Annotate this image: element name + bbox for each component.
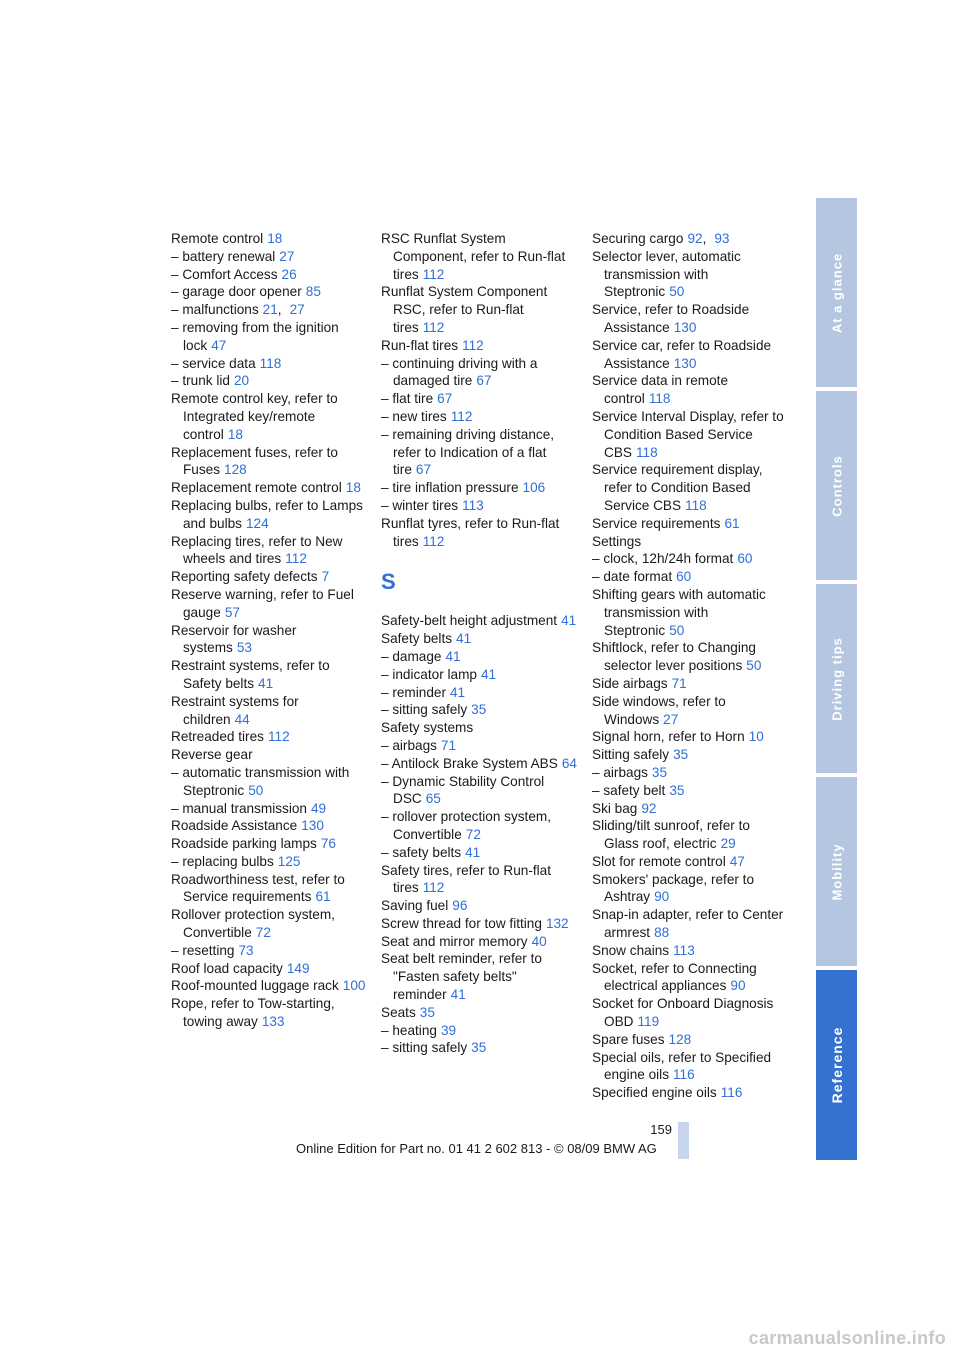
index-entry (592, 800, 788, 818)
index-entry (171, 977, 367, 995)
index-entry (381, 408, 577, 426)
index-entry-text: – manual transmission (171, 800, 307, 816)
index-entry-text: – Dynamic Stability Control DSC (381, 773, 545, 807)
page-reference-link[interactable]: 35 (471, 1040, 487, 1056)
index-entry (381, 1039, 577, 1057)
index-entry-text: – winter tires (381, 497, 459, 513)
index-entry-text: – airbags (592, 764, 648, 780)
index-entry (381, 701, 577, 719)
index-entry-text: Side windows, refer to Windows (592, 693, 726, 727)
index-entry (171, 871, 367, 907)
index-entry-text: Safety systems (381, 720, 474, 736)
index-entry-text: – clock, 12h/24h format (592, 551, 734, 567)
index-column-3 (592, 230, 788, 1102)
section-tab-mobility[interactable] (816, 777, 857, 966)
page-reference-link[interactable]: 71 (671, 675, 687, 691)
index-entry-text: Restraint systems, refer to Safety belts (171, 658, 330, 691)
index-entry-text: Replacement fuses, refer to Fuses (171, 444, 338, 478)
index-entry (592, 1031, 788, 1049)
page-reference-link[interactable]: 41 (561, 613, 577, 629)
page-reference-link[interactable]: 35 (419, 1004, 435, 1020)
index-entry (381, 497, 577, 515)
index-entry (381, 755, 577, 773)
page-number-bar (678, 1122, 689, 1159)
page-reference-link[interactable]: 35 (471, 702, 487, 718)
section-tab-label: Driving tips (829, 636, 844, 721)
page-reference-link[interactable]: 130 (301, 818, 324, 834)
page-reference-link[interactable]: 113 (462, 497, 484, 513)
index-entry-text: – trunk lid (171, 373, 230, 389)
page-reference-link[interactable]: 60 (676, 569, 692, 585)
index-entry (381, 950, 577, 1003)
index-entry (381, 773, 577, 809)
index-entry (592, 461, 788, 514)
index-entry-text: Remote control key, refer to Integrated key/remote control (171, 391, 338, 442)
index-entry (381, 648, 577, 666)
page-reference-link[interactable]: 130 (673, 319, 697, 335)
page-reference-link[interactable]: 27 (279, 248, 295, 264)
index-entry (381, 479, 577, 497)
index-entry (381, 426, 577, 479)
index-entry (592, 1049, 788, 1085)
page-reference-link[interactable]: 39 (440, 1022, 457, 1038)
index-entry-text: – damage (381, 648, 442, 664)
index-entry-text: Shiftlock, refer to Changing selector lever positions (592, 640, 756, 674)
index-entry (592, 568, 788, 586)
index-entry-text: – indicator lamp (381, 666, 477, 682)
index-entry-text: Socket for Onboard Diagnosis OBD (592, 996, 774, 1030)
index-entry-text: Safety-belt height adjustment (381, 613, 558, 629)
page-reference-link[interactable]: 7 (321, 569, 330, 585)
index-entry (171, 444, 367, 480)
section-tab-reference[interactable] (816, 970, 857, 1160)
page-reference-link[interactable]: 73 (238, 942, 254, 958)
index-entry-text: – date format (592, 569, 673, 585)
index-entry-text: Smokers' package, refer to Ashtray (592, 871, 755, 905)
index-entry-text: – safety belts (381, 844, 462, 860)
page-reference-link[interactable]: 112 (422, 533, 445, 549)
index-entry-text: Sliding/tilt sunroof, refer to Glass roof, electric (592, 818, 750, 852)
index-entry (381, 1022, 577, 1040)
index-entry (592, 533, 788, 551)
page-reference-link[interactable]: 65 (425, 791, 441, 807)
section-tab-controls[interactable] (816, 391, 857, 580)
page-reference-link[interactable]: 149 (286, 960, 310, 976)
index-entry (171, 568, 367, 586)
index-entry (381, 337, 577, 355)
page-reference-link[interactable]: 116 (673, 1067, 695, 1083)
index-entry (171, 693, 367, 729)
index-entry (592, 515, 788, 533)
index-entry (171, 266, 367, 284)
index-entry (592, 728, 788, 746)
index-entry (381, 515, 577, 551)
index-entry (381, 897, 577, 915)
index-entry-text: Run-flat tires (381, 337, 459, 353)
index-section-letter: S (381, 569, 396, 595)
index-entry (171, 230, 367, 248)
section-tab-driving-tips[interactable] (816, 584, 857, 773)
index-entry-text: Seats (381, 1004, 416, 1020)
page-reference-link[interactable]: 41 (480, 666, 497, 682)
page-reference-link[interactable]: 27 (663, 711, 679, 727)
index-entry (171, 764, 367, 800)
index-entry (381, 666, 577, 684)
index-entry (381, 612, 577, 630)
index-entry (592, 817, 788, 853)
page-reference-link[interactable]: 10 (748, 729, 764, 745)
index-entry-text: Seat belt reminder, refer to "Fasten safety belts" reminder (381, 951, 542, 1003)
index-entry (171, 497, 367, 533)
index-entry (171, 906, 367, 942)
index-entry (171, 995, 367, 1031)
section-tab-label: At a glance (829, 252, 844, 333)
index-entry-text: Roadside Assistance (171, 818, 298, 834)
page-reference-link[interactable]: 112 (422, 319, 445, 335)
index-entry-text: – malfunctions (171, 302, 259, 318)
index-entry-text: – resetting (171, 942, 235, 958)
index-entry (592, 782, 788, 800)
watermark: carmanualsonline.info (748, 1328, 946, 1348)
page-reference-link[interactable]: 26 (281, 266, 297, 282)
page-reference-link[interactable]: 85 (305, 284, 321, 300)
page-reference-link[interactable]: 106 (522, 480, 546, 496)
page-reference-link[interactable]: 50 (248, 782, 264, 798)
index-entry (171, 942, 367, 960)
index-entry (592, 248, 788, 301)
page-reference-link[interactable]: 18 (345, 480, 361, 496)
index-entry-text: – sitting safely (381, 1040, 468, 1056)
index-entry-text: Side airbags (592, 675, 668, 691)
page-reference-link[interactable]: 118 (648, 391, 671, 407)
section-tab-label: Mobility (829, 842, 844, 901)
index-entry-text: Roof load capacity (171, 960, 283, 976)
index-entry-text: Service Interval Display, refer to Condition Based Service CBS (592, 408, 784, 460)
page-reference-link[interactable]: 112 (422, 266, 445, 282)
index-entry (592, 942, 788, 960)
index-entry-text: – service data (171, 355, 256, 371)
index-entry-text: Service car, refer to Roadside Assistance (592, 337, 772, 371)
index-entry-text: Special oils, refer to Specified engine oils (592, 1049, 772, 1083)
page-reference-link[interactable]: 132 (545, 915, 569, 931)
page-reference-link[interactable]: 112 (462, 337, 484, 353)
page-reference-link[interactable]: 47 (211, 337, 227, 353)
index-entry-text: Spare fuses (592, 1031, 665, 1047)
index-entry-text: Service, refer to Roadside Assistance (592, 302, 750, 335)
index-entry-text: – tire inflation pressure (381, 480, 519, 496)
page-reference-link[interactable]: 50 (669, 284, 685, 300)
index-entry-text: – continuing driving with a damaged tire (381, 355, 538, 389)
index-entry (171, 657, 367, 693)
index-entry (171, 319, 367, 355)
index-entry (381, 915, 577, 933)
page-reference-link[interactable]: 67 (437, 391, 453, 407)
page-reference-link[interactable]: 18 (227, 426, 243, 442)
page-reference-link[interactable]: 57 (224, 604, 240, 620)
index-entry (381, 933, 577, 951)
page-reference-link[interactable]: 113 (673, 942, 695, 958)
page-reference-link[interactable]: 35 (669, 782, 685, 798)
index-entry (171, 248, 367, 266)
index-entry-text: Remote control (171, 231, 264, 246)
page-reference-link[interactable]: 27 (289, 302, 305, 318)
index-entry-text: Securing cargo (592, 231, 684, 246)
index-entry (592, 871, 788, 907)
index-entry (171, 853, 367, 871)
page-reference-link[interactable]: 112 (450, 408, 473, 424)
index-entry-text: – reminder (381, 684, 446, 700)
section-tab-label: Controls (829, 454, 844, 517)
page-reference-link[interactable]: 112 (422, 880, 445, 896)
index-entry (381, 737, 577, 755)
index-entry-text: Rollover protection system, Convertible (171, 907, 335, 941)
index-entry-text: – airbags (381, 737, 437, 753)
index-entry (381, 630, 577, 648)
page-reference-link[interactable]: 35 (651, 764, 668, 780)
index-entry (171, 817, 367, 835)
page-reference-link[interactable]: 112 (285, 551, 307, 567)
index-entry-text: – flat tire (381, 391, 434, 407)
index-entry (381, 355, 577, 391)
index-entry-text: RSC Runflat System Component, refer to Run-flat tires (381, 231, 566, 282)
page-reference-link[interactable]: 41 (258, 675, 274, 691)
page-reference-link[interactable]: 125 (277, 853, 301, 869)
index-entry-text: Runflat tyres, refer to Run-flat tires (381, 515, 560, 549)
page-reference-link[interactable]: 49 (311, 800, 327, 816)
page-reference-link[interactable]: 18 (267, 231, 283, 246)
page-reference-link[interactable]: 92 (641, 800, 657, 816)
index-entry-text: Roof-mounted luggage rack (171, 978, 339, 994)
section-tabs (816, 198, 857, 1164)
index-entry (592, 408, 788, 461)
index-entry-text: Runflat System Component RSC, refer to Run-flat tires (381, 284, 548, 335)
index-entry-text: Socket, refer to Connecting electrical appliances (592, 960, 757, 994)
index-entry-text: Signal horn, refer to Horn (592, 729, 745, 745)
index-entry-text: Roadside parking lamps (171, 836, 317, 852)
index-entry (592, 372, 788, 408)
index-entry-text: – safety belt (592, 782, 666, 798)
index-entry-text: Slot for remote control (592, 853, 726, 869)
index-entry-text: Replacing tires, refer to New wheels and tires (171, 533, 343, 567)
page-reference-link[interactable]: 96 (452, 898, 468, 914)
index-entry (171, 960, 367, 978)
page-reference-link[interactable]: 61 (315, 889, 331, 905)
page-reference-link[interactable]: 41 (450, 987, 466, 1003)
index-entry (381, 844, 577, 862)
index-entry (171, 622, 367, 658)
page-reference-link[interactable]: 76 (320, 836, 336, 852)
index-entry (171, 835, 367, 853)
index-entry-text: Rope, refer to Tow-starting, towing away (171, 996, 335, 1030)
index-entry (171, 390, 367, 443)
index-entry (381, 862, 577, 898)
page-reference-link[interactable]: 118 (685, 497, 707, 513)
index-entry (592, 960, 788, 996)
index-entry-text: – remaining driving distance, refer to Indication of a flat tire (381, 426, 555, 478)
page-reference-link[interactable]: 40 (531, 933, 547, 949)
page-reference-link[interactable]: 41 (456, 631, 472, 647)
index-column-2 (381, 230, 577, 1057)
index-entry-text: – rollover protection system, Convertible (381, 809, 551, 842)
page-reference-link[interactable]: 60 (737, 551, 753, 567)
index-entry-text: Shifting gears with automatic transmission with Steptronic (592, 586, 766, 638)
section-tab-at-a-glance[interactable] (816, 198, 857, 387)
index-entry (592, 995, 788, 1031)
page-reference-link[interactable]: 118 (635, 444, 658, 460)
index-entry-text: – automatic transmission with Steptronic (171, 764, 350, 798)
page-reference-link[interactable]: 53 (236, 640, 252, 656)
page-reference-link[interactable]: 41 (449, 684, 466, 700)
index-entry (381, 230, 577, 283)
index-entry (171, 746, 367, 764)
index-entry-text: Seat and mirror memory (381, 933, 528, 949)
index-entry-text: Safety tires, refer to Run-flat tires (381, 862, 551, 896)
page-reference-link[interactable]: 41 (465, 844, 481, 860)
index-entry (592, 746, 788, 764)
index-entry-text: Selector lever, automatic transmission with Steptronic (592, 248, 741, 300)
page-reference-link[interactable]: 128 (224, 462, 247, 478)
index-entry-text: – removing from the ignition lock (171, 319, 339, 353)
index-entry-text: Replacing bulbs, refer to Lamps and bulbs (171, 497, 363, 531)
index-entry-text: Service requirements (592, 515, 721, 531)
page-reference-link[interactable]: 21 (262, 302, 278, 318)
index-entry-text: – battery renewal (171, 248, 276, 264)
page-number: 159 (650, 1122, 672, 1137)
page-reference-link[interactable]: 90 (654, 889, 670, 905)
page-reference-link[interactable]: 88 (654, 925, 670, 941)
page-reference-link[interactable]: 61 (724, 515, 740, 531)
page-reference-link[interactable]: 67 (415, 462, 432, 478)
index-entry (381, 719, 577, 737)
page-reference-link[interactable]: 50 (669, 622, 685, 638)
index-entry (171, 301, 367, 319)
page-reference-link[interactable]: 50 (746, 658, 762, 674)
index-entry (592, 906, 788, 942)
page-reference-link[interactable]: 41 (445, 648, 461, 664)
index-entry-text: Roadworthiness test, refer to Service requirements (171, 871, 345, 905)
index-entry (592, 693, 788, 729)
section-tab-label: Reference (828, 1026, 845, 1104)
page-reference-link[interactable]: 112 (267, 729, 290, 745)
index-entry (171, 533, 367, 569)
index-entry-text: – heating (381, 1022, 437, 1038)
index-entry-text: – new tires (381, 408, 447, 424)
index-entry-text: Safety belts (381, 631, 453, 647)
page-reference-link[interactable]: 47 (729, 853, 745, 869)
footer-edition-text: Online Edition for Part no. 01 41 2 602 813 - © 08/09 BMW AG (296, 1141, 657, 1156)
index-entry (381, 808, 577, 844)
index-entry (592, 639, 788, 675)
page-separator: , (702, 231, 707, 246)
page-reference-link[interactable]: 100 (342, 978, 366, 994)
page-reference-link[interactable]: 44 (234, 711, 250, 727)
index-entry-text: Reporting safety defects (171, 569, 318, 585)
index-entry-text: Sitting safely (592, 747, 670, 763)
page-reference-link[interactable]: 130 (673, 355, 697, 371)
index-entry (171, 355, 367, 373)
index-entry (592, 550, 788, 568)
page-reference-link[interactable]: 92 (687, 231, 703, 246)
index-column-1 (171, 230, 367, 1031)
index-entry-text: Saving fuel (381, 898, 449, 914)
index-entry-text: Reserve warning, refer to Fuel gauge (171, 586, 354, 620)
index-entry (592, 337, 788, 373)
page-reference-link[interactable]: 128 (668, 1031, 692, 1047)
index-entry (381, 390, 577, 408)
index-entry-text: Snap-in adapter, refer to Center armrest (592, 907, 784, 941)
index-entry-text: Ski bag (592, 800, 638, 816)
page-reference-link[interactable]: 67 (476, 373, 492, 389)
index-entry (171, 479, 367, 497)
page-reference-link[interactable]: 72 (465, 826, 481, 842)
index-entry-text: Reverse gear (171, 747, 253, 763)
index-entry (592, 675, 788, 693)
index-entry (171, 372, 367, 390)
index-entry-text: – sitting safely (381, 702, 468, 718)
page-separator: , (277, 302, 282, 318)
page-reference-link[interactable]: 119 (637, 1014, 660, 1030)
index-entry (592, 764, 788, 782)
page-reference-link[interactable]: 90 (730, 978, 746, 994)
index-entry-text: – Antilock Brake System ABS (381, 755, 558, 771)
page-reference-link[interactable]: 124 (245, 515, 269, 531)
page-reference-link[interactable]: 93 (714, 231, 730, 246)
index-entry-text: Restraint systems for children (171, 693, 299, 727)
page-reference-link[interactable]: 35 (673, 747, 689, 763)
index-entry (592, 230, 788, 248)
page-reference-link[interactable]: 71 (440, 737, 457, 753)
index-entry (381, 684, 577, 702)
index-entry-text: Snow chains (592, 942, 670, 958)
index-entry-text: Reservoir for washer systems (171, 622, 297, 656)
index-entry (171, 800, 367, 818)
index-entry (171, 283, 367, 301)
index-entry-text: Service requirement display, refer to Condition Based Service CBS (592, 462, 763, 513)
page-reference-link[interactable]: 72 (255, 925, 271, 941)
index-entry-text: Retreaded tires (171, 729, 264, 745)
index-entry (592, 586, 788, 639)
index-entry-text: Service data in remote control (592, 373, 729, 407)
page-reference-link[interactable]: 133 (261, 1014, 285, 1030)
index-entry (381, 283, 577, 336)
page-reference-link[interactable]: 20 (233, 373, 250, 389)
index-entry-text: – Comfort Access (171, 266, 278, 282)
index-entry (592, 301, 788, 337)
index-entry-text: Screw thread for tow fitting (381, 915, 542, 931)
page-reference-link[interactable]: 29 (720, 836, 736, 852)
index-entry (592, 1084, 788, 1102)
index-entry (171, 728, 367, 746)
index-entry-text: Specified engine oils (592, 1085, 717, 1101)
index-entry-text: Replacement remote control (171, 480, 342, 496)
index-entry (381, 1004, 577, 1022)
page-reference-link[interactable]: 116 (720, 1085, 743, 1101)
index-entry (592, 853, 788, 871)
index-entry-text: – replacing bulbs (171, 853, 274, 869)
page-reference-link[interactable]: 118 (259, 355, 282, 371)
index-entry-text: Settings (592, 533, 642, 549)
page-reference-link[interactable]: 64 (561, 755, 577, 771)
index-entry-text: – garage door opener (171, 284, 302, 300)
index-entry (171, 586, 367, 622)
